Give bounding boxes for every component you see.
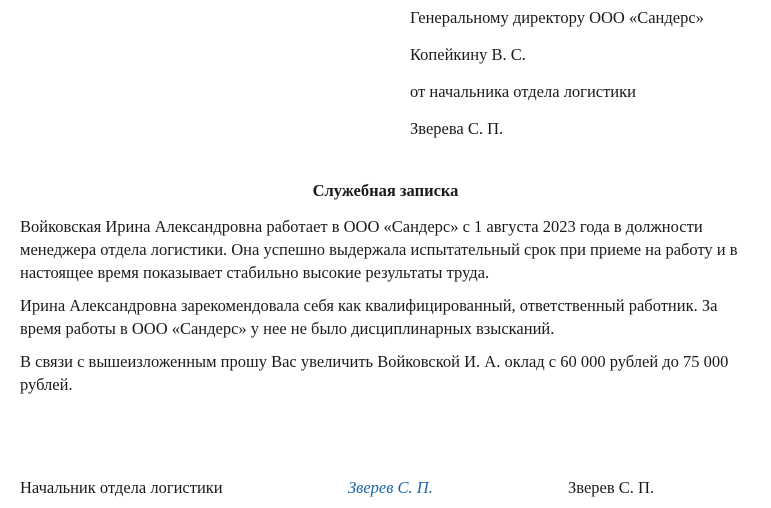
body-paragraph: В связи с вышеизложенным прошу Вас увеличить Войковской И. А. оклад с 60 000 рублей до 75 000 рублей. <box>20 352 729 394</box>
body-paragraph: Ирина Александровна зарекомендовала себя как квалифицированный, ответственный работник. За время работы в ООО «Сандерс» у нее не было дисциплинарных взысканий. <box>20 296 718 338</box>
signer-position: Начальник отдела логистики <box>20 478 223 497</box>
addressee-line-recipient-title: Генеральному директору ООО «Сандерс» <box>410 8 704 27</box>
addressee-line-sender-name: Зверева С. П. <box>410 119 504 138</box>
addressee-line-recipient-name: Копейкину В. С. <box>410 45 526 64</box>
handwritten-signature: Зверев С. П. <box>348 478 433 497</box>
signature-row <box>0 478 771 500</box>
signer-name: Зверев С. П. <box>568 478 655 497</box>
body-paragraph: Войковская Ирина Александровна работает в ООО «Сандерс» с 1 августа 2023 года в должности менеджера отдела логистики. Она успешно выдержала испытательный срок при приеме на работу и в настоящее время показывает стабильно высокие результаты труда. <box>20 217 738 282</box>
memo-body <box>20 215 760 406</box>
addressee-block <box>410 8 704 156</box>
document-title: Служебная записка <box>312 181 459 200</box>
addressee-line-sender-title: от начальника отдела логистики <box>410 82 636 101</box>
